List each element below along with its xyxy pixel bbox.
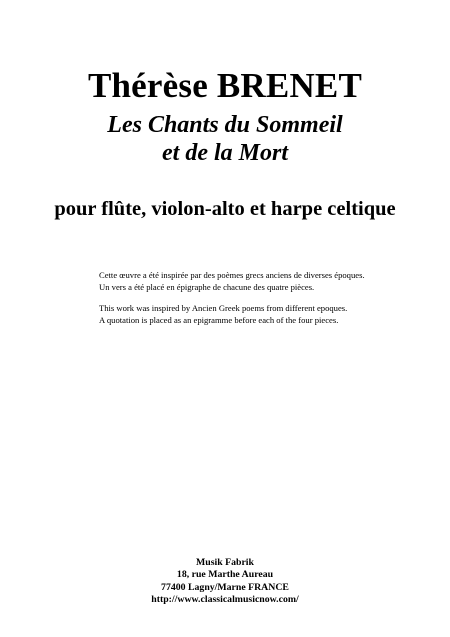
publisher-city: 77400 Lagny/Marne FRANCE: [161, 581, 289, 593]
publisher-name: Musik Fabrik: [196, 557, 254, 568]
program-note-english-line: This work was inspired by Ancien Greek poems from different epoques.: [99, 303, 348, 313]
program-note-french: [99, 270, 429, 293]
work-title-line-2: et de la Mort: [162, 140, 288, 166]
work-title-line-1: Les Chants du Sommeil: [107, 112, 343, 138]
publisher-block: [0, 557, 450, 607]
composer-name: Thérèse BRENET: [87, 66, 363, 105]
publisher-url[interactable]: http://www.classicalmusicnow.com/: [151, 594, 299, 606]
program-note-french-line: Un vers a été placé en épigraphe de chacune des quatre pièces.: [99, 281, 315, 292]
instrumentation: pour flûte, violon-alto et harpe celtique: [54, 198, 396, 220]
program-note-french-line: Cette œuvre a été inspirée par des poèmes grecs anciens de diverses époques.: [99, 270, 365, 280]
program-note-english-line: A quotation is placed as an epigramme before each of the four pieces.: [99, 314, 339, 325]
work-title: [0, 111, 450, 167]
publisher-street: 18, rue Marthe Aureau: [176, 569, 274, 581]
program-note-english: [99, 303, 429, 326]
